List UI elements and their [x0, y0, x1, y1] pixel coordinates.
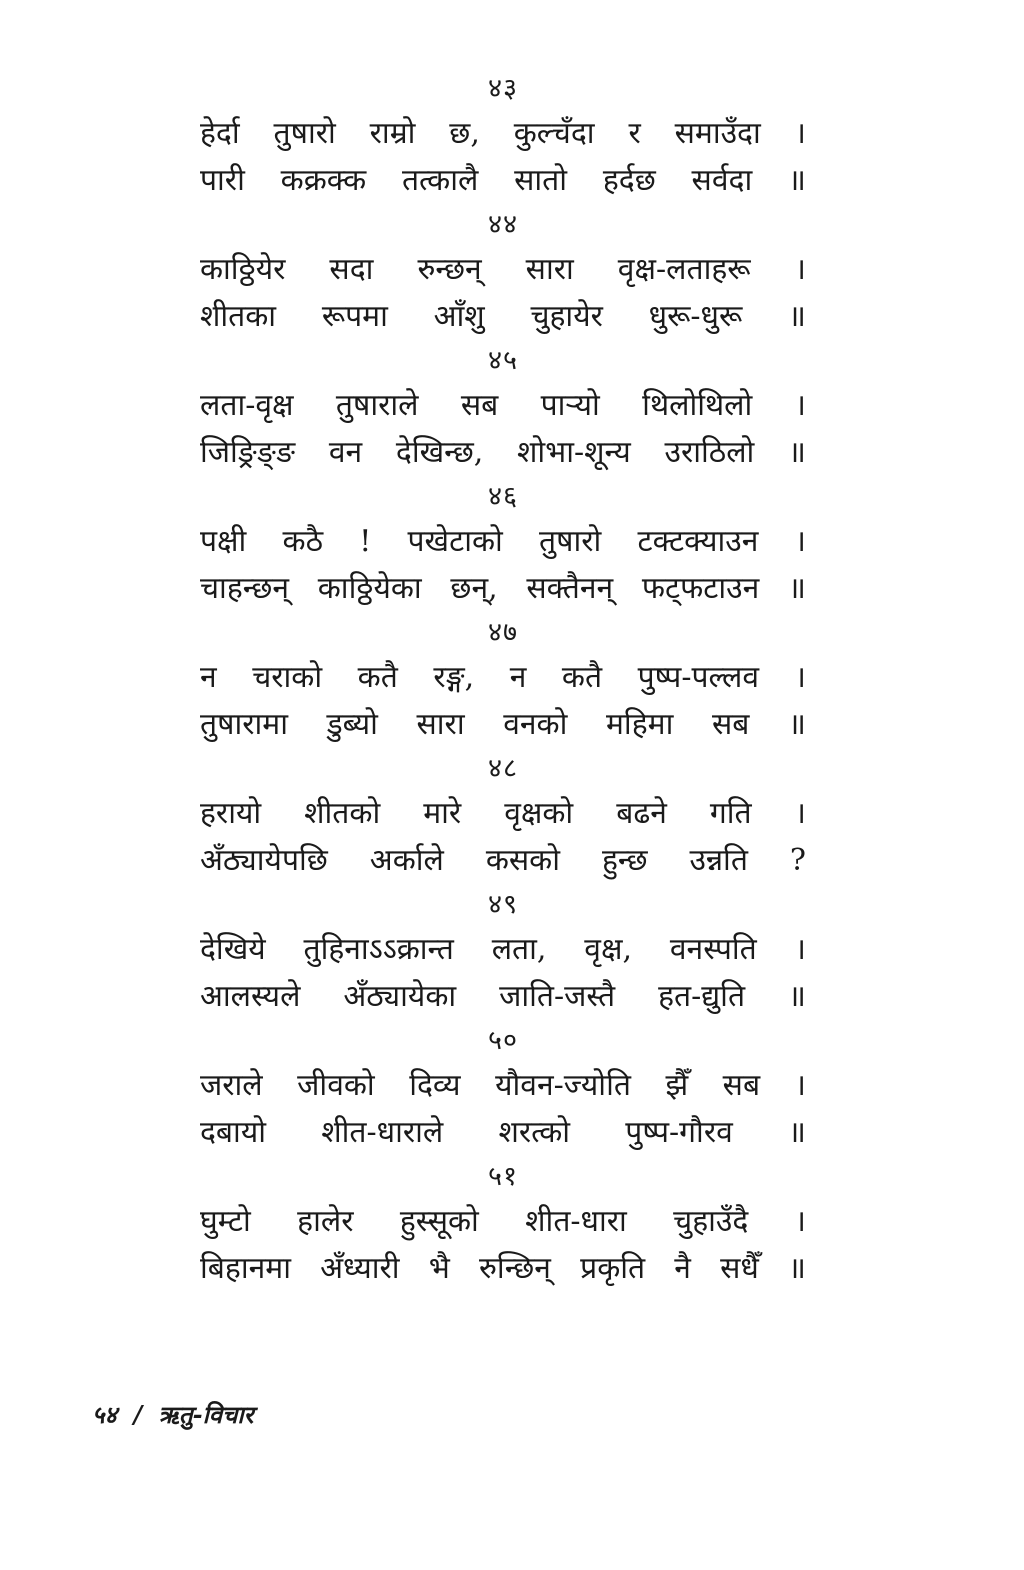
- verse-line: देखिये तुहिनाऽऽक्रान्त लता, वृक्ष, वनस्पति ।: [200, 932, 806, 967]
- verse-line: दबायो शीत-धाराले शरत्को पुष्प-गौरव ॥: [200, 1115, 806, 1150]
- verse-line: जराले जीवको दिव्य यौवन-ज्योति झैँ सब ।: [200, 1068, 806, 1103]
- stanza-number: ४४: [487, 209, 519, 240]
- stanza-number: ४९: [487, 889, 519, 920]
- poem-body: [200, 68, 806, 1292]
- verse-line: पक्षी कठै ! पखेटाको तुषारो टक्टक्याउन ।: [200, 524, 806, 559]
- stanza-number: ४८: [487, 753, 519, 784]
- verse-line: जिङ्रिङ्ङ वन देखिन्छ, शोभा-शून्य उराठिलो ॥: [200, 435, 806, 470]
- book-title: ऋतु-विचार: [158, 1400, 254, 1429]
- verse-line: आलस्यले अँठ्यायेका जाति-जस्तै हत-द्युति ॥: [200, 979, 806, 1014]
- verse-line: चाहन्छन् काठ्ठियेका छन्, सक्तैनन् फट्फटाउन ॥: [200, 571, 806, 606]
- verse-line: पारी कक्रक्क तत्कालै सातो हर्दछ सर्वदा ॥: [200, 163, 806, 198]
- stanza-number: ५१: [487, 1161, 519, 1192]
- stanza-number: ५०: [487, 1025, 519, 1056]
- footer-separator: /: [133, 1400, 143, 1429]
- verse-line: अँठ्यायेपछि अर्काले कसको हुन्छ उन्नति ?: [200, 843, 806, 878]
- stanza-number: ४६: [487, 481, 519, 512]
- page-number: ५४: [92, 1400, 117, 1429]
- stanza-number: ४५: [487, 345, 519, 376]
- verse-line: बिहानमा अँध्यारी भै रुन्छिन् प्रकृति नै सधैँ ॥: [200, 1251, 806, 1286]
- verse-line: घुम्टो हालेर हुस्सूको शीत-धारा चुहाउँदै ।: [200, 1204, 806, 1239]
- verse-line: शीतका रूपमा आँशु चुहायेर धुरू-धुरू ॥: [200, 299, 806, 334]
- verse-line: काठ्ठियेर सदा रुन्छन् सारा वृक्ष-लताहरू ।: [200, 252, 806, 287]
- verse-line: हेर्दा तुषारो राम्रो छ, कुल्चँदा र समाउँदा ।: [200, 116, 806, 151]
- verse-line: लता-वृक्ष तुषाराले सब पाऱ्यो थिलोथिलो ।: [200, 388, 806, 423]
- verse-line: हरायो शीतको मारे वृक्षको बढने गति ।: [200, 796, 806, 831]
- verse-line: तुषारामा डुब्यो सारा वनको महिमा सब ॥: [200, 707, 806, 742]
- stanza-number: ४३: [487, 73, 519, 104]
- page-footer: [92, 1398, 253, 1431]
- verse-line: न चराको कतै रङ्ग, न कतै पुष्प-पल्लव ।: [200, 660, 806, 695]
- stanza-number: ४७: [487, 617, 519, 648]
